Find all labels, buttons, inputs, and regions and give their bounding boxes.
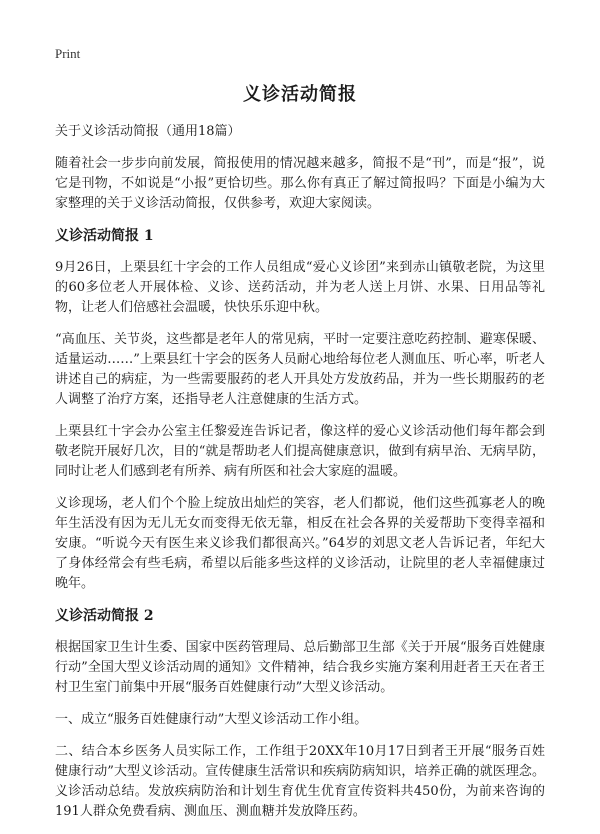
section-heading: 义诊活动简报 2 [55,608,154,624]
paragraph: “高血压、关节炎，这些都是老年人的常见病，平时一定要注意吃药控制、避寒保暖、适量运动……”上栗县红十字会的医务人员耐心地给每位老人测血压、听心率，听老人讲述自己的病症，为一些需要服药的老人开具处方发放药品，并为一些长期服药的老人调整了治疗方案，还指导老人注意健康的生活方式。 [55,332,545,407]
document-subtitle: 关于义诊活动简报（通用18篇） [55,124,241,139]
paragraph: 9月26日，上栗县红十字会的工作人员组成“爱心义诊团”来到赤山镇敬老院，为这里的60多位老人开展体检、义诊、送药活动，并为老人送上月饼、水果、日用品等礼物，让老人们倍感社会温暖，快快乐乐迎中秋。 [55,260,545,315]
print-link[interactable]: Print [55,46,81,61]
paragraph: 上栗县红十字会办公室主任黎爱连告诉记者，像这样的爱心义诊活动他们每年都会到敬老院开展好几次，目的“就是帮助老人们提高健康意识，做到有病早治、无病早防，同时让老人们感到老有所养、病有所医和社会大家庭的温暖。 [55,424,545,479]
paragraph: 二、结合本乡医务人员实际工作，工作组于20XX年10月17日到者王开展“服务百姓健康行动”大型义诊活动。宣传健康生活常识和疾病防病知识，培养正确的就医理念。义诊活动总结。发放疾病防治和计划生育优生优育宣传资料共450份，为前来咨询的191人群众免费看病、测血压、测血糖并发放降压药。 [55,744,545,819]
document-body [55,122,545,834]
intro-paragraph: 随着社会一步步向前发展，简报使用的情况越来越多，简报不是“刊”，而是“报”，说它是刊物，不如说是“小报”更恰切些。那么你有真正了解过简报吗？下面是小编为大家整理的关于义诊活动简报，仅供参考，欢迎大家阅读。 [55,156,545,211]
paragraph: 根据国家卫生计生委、国家中医药管理局、总后勤部卫生部《关于开展“服务百姓健康行动”全国大型义诊活动周的通知》文件精神，结合我乡实施方案利用赶者王天在者王村卫生室门前集中开展“服务百姓健康行动”大型义诊活动。 [55,640,545,695]
document-title: 义诊活动简报 [243,84,357,105]
paragraph: 一、成立“服务百姓健康行动”大型义诊活动工作小组。 [55,712,368,727]
paragraph: 义诊现场，老人们个个脸上绽放出灿烂的笑容，老人们都说，他们这些孤寡老人的晚年生活没有因为无儿无女而变得无依无靠，相反在社会各界的关爱帮助下变得幸福和安康。“听说今天有医生来义诊我们都很高兴。”64岁的刘思文老人告诉记者，年纪大了身体经常会有些毛病，希望以后能多些这样的义诊活动，让院里的老人幸福健康过晚年。 [55,496,545,591]
section-heading: 义诊活动简报 1 [55,228,154,244]
